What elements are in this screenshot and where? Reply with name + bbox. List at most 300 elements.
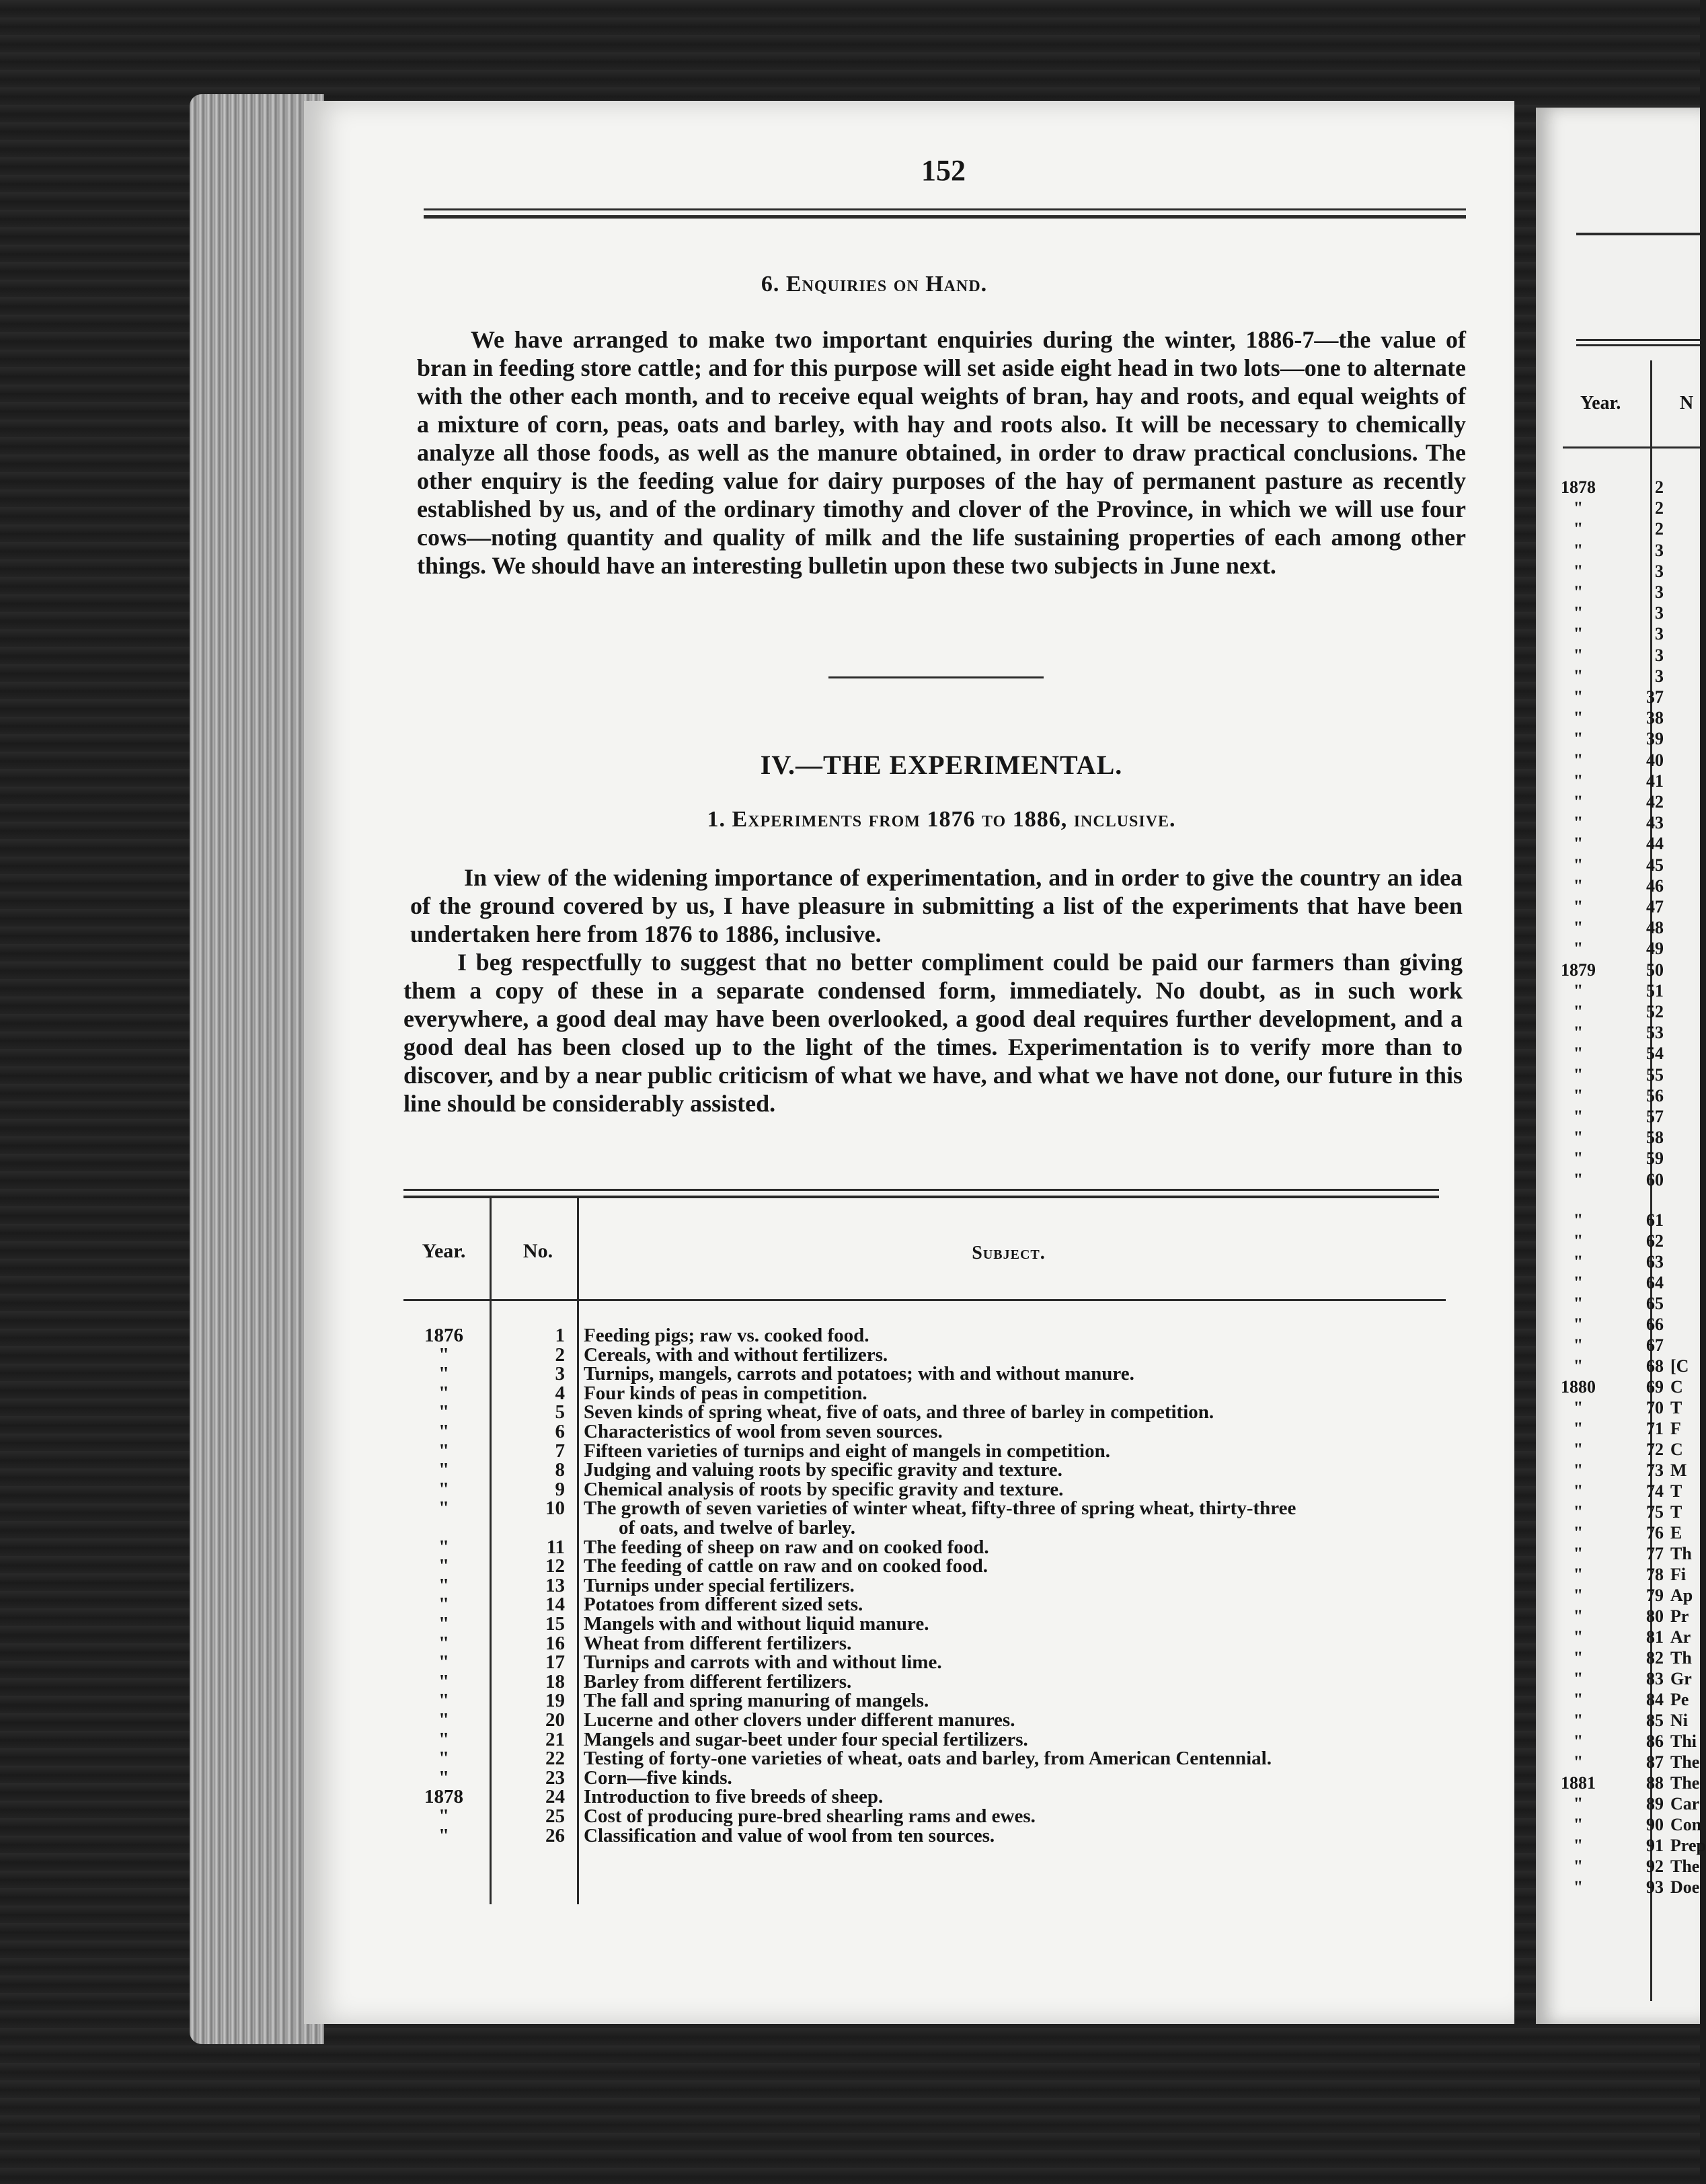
right-row-subject: Fi: [1670, 1565, 1686, 1584]
right-page-row: [1536, 708, 1700, 728]
row-year: 1876: [424, 1325, 463, 1346]
right-row-subject: Prep: [1670, 1836, 1706, 1855]
right-row-year: 1881: [1561, 1773, 1596, 1793]
right-row-subject: Doe: [1670, 1877, 1700, 1897]
right-row-number: 3: [1655, 561, 1664, 581]
right-page-row: [1536, 1210, 1700, 1231]
right-row-number: 43: [1646, 813, 1664, 833]
table-row: [403, 1614, 1466, 1633]
table-row: [403, 1826, 1466, 1845]
right-row-year: ": [1573, 1440, 1584, 1459]
right-row-number: 79: [1646, 1586, 1664, 1605]
table-row: [403, 1442, 1466, 1460]
right-page-row: [1536, 1315, 1700, 1335]
right-row-number: 58: [1646, 1128, 1664, 1148]
right-row-number: 49: [1646, 939, 1664, 959]
row-number: 24: [545, 1786, 565, 1808]
right-row-year: ": [1573, 582, 1584, 602]
right-row-year: ": [1573, 1690, 1584, 1709]
row-year: ": [438, 1421, 450, 1442]
row-subject: The feeding of sheep on raw and on cooked food.: [584, 1536, 989, 1558]
row-year: ": [438, 1497, 450, 1520]
right-row-number: 38: [1646, 708, 1664, 728]
row-number: 15: [545, 1613, 565, 1635]
table-row: [403, 1787, 1466, 1806]
right-page-row: [1536, 1294, 1700, 1314]
right-page-row: [1536, 1065, 1700, 1085]
intro-paragraph-1: In view of the widening importance of experimentation, and in order to give the country an idea of the ground covered by us, I have pleasure in submitting a list of the experiments that have been undertaken here from 1876 to 1886, inclusive.: [410, 864, 1463, 947]
row-number: 10: [545, 1497, 565, 1520]
right-row-year: ": [1573, 1815, 1584, 1834]
row-number: 18: [545, 1670, 565, 1692]
row-subject: Cereals, with and without fertilizers.: [584, 1343, 888, 1366]
row-subject: Classification and value of wool from ten sources.: [584, 1824, 995, 1846]
right-row-year: ": [1573, 1169, 1584, 1190]
right-page-row: [1536, 477, 1700, 498]
right-row-year: ": [1573, 540, 1584, 560]
right-row-number: 89: [1646, 1794, 1664, 1814]
right-row-subject: The: [1670, 1752, 1700, 1772]
right-row-number: 3: [1655, 540, 1664, 560]
table-row: [403, 1343, 1466, 1366]
right-row-number: 48: [1646, 918, 1664, 938]
right-row-year: ": [1573, 771, 1584, 791]
right-page-row: [1536, 813, 1700, 833]
right-row-year: ": [1573, 1586, 1584, 1605]
right-row-year: ": [1573, 603, 1584, 623]
right-page-row: [1536, 1502, 1700, 1522]
row-subject: Four kinds of peas in competition.: [584, 1382, 867, 1404]
right-page-row: [1536, 981, 1700, 1001]
row-year: ": [438, 1555, 450, 1577]
section-heading: 6. Enquiries on Hand.: [761, 272, 988, 297]
right-row-number: 68: [1646, 1356, 1664, 1376]
right-page-row: [1536, 876, 1700, 896]
right-page-row: [1536, 1690, 1700, 1710]
table-row: [403, 1749, 1466, 1768]
right-row-year: ": [1573, 1877, 1584, 1897]
table-row: [403, 1384, 1466, 1403]
right-page-row: [1536, 1044, 1700, 1064]
row-year: ": [438, 1766, 450, 1789]
right-row-number: 44: [1646, 834, 1664, 854]
right-page-row: [1536, 960, 1700, 980]
right-row-number: 86: [1646, 1731, 1664, 1751]
right-page-row: [1536, 1440, 1700, 1460]
right-row-number: 60: [1646, 1169, 1664, 1190]
row-year: ": [438, 1709, 450, 1731]
table-row: [403, 1538, 1466, 1557]
row-number: 5: [555, 1401, 565, 1424]
right-row-subject: The: [1670, 1773, 1700, 1793]
right-row-year: ": [1573, 1252, 1584, 1272]
right-page-row: [1536, 1107, 1700, 1127]
table-row: [403, 1730, 1466, 1749]
right-row-subject: Th: [1670, 1544, 1692, 1563]
right-row-year: ": [1573, 980, 1584, 1001]
right-row-number: 37: [1646, 687, 1664, 707]
table-row: [403, 1422, 1466, 1441]
row-number: 7: [555, 1440, 565, 1462]
row-number: 12: [545, 1555, 565, 1577]
right-row-number: 53: [1646, 1023, 1664, 1043]
right-row-number: 63: [1646, 1252, 1664, 1272]
right-row-number: 41: [1646, 771, 1664, 791]
right-row-year: ": [1573, 498, 1584, 518]
header-rule-top: [424, 208, 1466, 210]
right-page-row: [1536, 729, 1700, 749]
right-row-number: 71: [1646, 1419, 1664, 1438]
row-subject: Corn—five kinds.: [584, 1766, 732, 1789]
row-subject: Turnips under special fertilizers.: [584, 1574, 855, 1596]
right-row-number: 83: [1646, 1669, 1664, 1688]
row-subject: Mangels with and without liquid manure.: [584, 1613, 929, 1635]
right-row-year: ": [1573, 708, 1584, 728]
right-row-number: 2: [1655, 477, 1664, 497]
right-row-number: 82: [1646, 1648, 1664, 1668]
right-page-row: [1536, 918, 1700, 938]
row-year: ": [438, 1401, 450, 1424]
right-row-year: ": [1573, 1648, 1584, 1668]
right-row-year: ": [1573, 813, 1584, 833]
right-row-subject: Gr: [1670, 1669, 1692, 1688]
table-header-no: No.: [522, 1240, 553, 1262]
right-row-number: 3: [1655, 603, 1664, 623]
right-row-year: ": [1573, 1523, 1584, 1543]
table-row: [403, 1807, 1466, 1826]
right-page-row: [1536, 1815, 1700, 1835]
right-page-row: [1536, 541, 1700, 561]
right-row-number: 88: [1646, 1773, 1664, 1793]
right-row-year: ": [1573, 729, 1584, 749]
table-row: [403, 1499, 1466, 1518]
right-page-header-rule: [1563, 446, 1700, 448]
right-row-year: ": [1573, 1606, 1584, 1626]
table-header-year: Year.: [422, 1240, 466, 1262]
right-row-number: 50: [1646, 960, 1664, 980]
right-row-year: ": [1573, 1544, 1584, 1563]
right-row-number: 66: [1646, 1315, 1664, 1334]
right-row-number: 93: [1646, 1877, 1664, 1897]
row-number: 26: [545, 1824, 565, 1846]
right-page-header-no: N: [1680, 393, 1694, 414]
row-year: ": [438, 1459, 450, 1481]
right-page-row: [1536, 834, 1700, 854]
right-row-year: ": [1573, 1502, 1584, 1522]
row-subject: The growth of seven varieties of winter wheat, fifty-three of spring wheat, thirty-three: [584, 1497, 1296, 1520]
right-row-year: ": [1573, 1044, 1584, 1064]
right-page-row: [1536, 1356, 1700, 1376]
row-number: 23: [545, 1766, 565, 1789]
right-row-number: 3: [1655, 624, 1664, 644]
right-row-number: 76: [1646, 1523, 1664, 1543]
table-row: [403, 1326, 1466, 1345]
row-year: ": [438, 1574, 450, 1596]
right-page-row: [1536, 750, 1700, 771]
right-row-year: ": [1573, 1273, 1584, 1292]
right-row-year: ": [1573, 687, 1584, 707]
right-page-row: [1536, 687, 1700, 707]
row-subject: Feeding pigs; raw vs. cooked food.: [584, 1325, 869, 1346]
table-row: [403, 1672, 1466, 1691]
row-year: ": [438, 1478, 450, 1500]
table-row: [403, 1557, 1466, 1575]
row-year: ": [438, 1594, 450, 1616]
row-subject: Barley from different fertilizers.: [584, 1670, 852, 1692]
right-row-year: 1880: [1561, 1377, 1596, 1397]
right-row-number: 78: [1646, 1565, 1664, 1584]
table-row: [403, 1653, 1466, 1672]
right-row-year: ": [1573, 1836, 1584, 1855]
right-page-row: [1536, 1398, 1700, 1418]
right-page-row: [1536, 939, 1700, 959]
right-row-number: 2: [1655, 498, 1664, 518]
right-row-year: ": [1573, 1107, 1584, 1126]
row-year: ": [438, 1690, 450, 1712]
right-page-row: [1536, 1857, 1700, 1877]
right-page-row: [1536, 1606, 1700, 1627]
right-row-subject: Ni: [1670, 1711, 1688, 1730]
right-page-row: [1536, 1273, 1700, 1293]
row-number: 1: [555, 1325, 565, 1346]
right-row-number: 55: [1646, 1064, 1664, 1085]
right-row-year: ": [1573, 1731, 1584, 1751]
right-row-year: ": [1573, 1085, 1584, 1105]
part-heading: IV.—THE EXPERIMENTAL.: [760, 750, 1123, 780]
right-row-year: 1878: [1561, 477, 1596, 497]
row-year: ": [438, 1613, 450, 1635]
right-row-number: 65: [1646, 1294, 1664, 1313]
right-row-number: 62: [1646, 1231, 1664, 1251]
right-row-subject: T: [1670, 1481, 1682, 1501]
right-page-row: [1536, 771, 1700, 791]
row-number: 3: [555, 1363, 565, 1385]
row-subject: Characteristics of wool from seven sources.: [584, 1421, 943, 1442]
right-page-row: [1536, 1419, 1700, 1439]
right-row-subject: [C: [1670, 1356, 1689, 1376]
right-row-year: ": [1573, 750, 1584, 770]
right-page-row: [1536, 1731, 1700, 1752]
row-number: 17: [545, 1651, 565, 1674]
right-row-number: 57: [1646, 1107, 1664, 1126]
right-row-subject: Pe: [1670, 1690, 1689, 1709]
row-number: 9: [555, 1478, 565, 1500]
right-row-number: 90: [1646, 1815, 1664, 1834]
right-row-year: ": [1573, 875, 1584, 896]
right-row-subject: Ar: [1670, 1627, 1691, 1647]
right-page-row: [1536, 1148, 1700, 1169]
row-subject: Judging and valuing roots by specific gravity and texture.: [584, 1459, 1062, 1481]
right-page-row: [1536, 1128, 1700, 1148]
row-year: ": [438, 1805, 450, 1827]
right-row-number: 87: [1646, 1752, 1664, 1772]
right-page-row: [1536, 1002, 1700, 1022]
right-page-row: [1536, 1544, 1700, 1564]
right-page-row: [1536, 1586, 1700, 1606]
right-row-year: ": [1573, 1064, 1584, 1085]
right-row-number: 72: [1646, 1440, 1664, 1459]
table-row: [403, 1401, 1466, 1424]
row-subject: Lucerne and other clovers under different manures.: [584, 1709, 1015, 1731]
right-row-subject: T: [1670, 1502, 1682, 1522]
row-number: 14: [545, 1594, 565, 1616]
right-row-year: ": [1573, 624, 1584, 644]
right-row-year: ": [1573, 1627, 1584, 1647]
table-header-rule: [403, 1299, 1446, 1301]
row-number: 22: [545, 1748, 565, 1770]
row-subject: Chemical analysis of roots by specific gravity and texture.: [584, 1478, 1064, 1500]
right-page-row: [1536, 897, 1700, 917]
right-row-year: ": [1573, 1315, 1584, 1334]
right-row-subject: C: [1670, 1440, 1683, 1459]
right-row-year: ": [1573, 1335, 1584, 1355]
right-row-number: 75: [1646, 1502, 1664, 1522]
row-number: 6: [555, 1421, 565, 1442]
right-row-number: 39: [1646, 729, 1664, 749]
right-page-rule-top: [1576, 233, 1700, 235]
row-year: ": [438, 1651, 450, 1674]
right-row-number: 77: [1646, 1544, 1664, 1563]
row-subject: Cost of producing pure-bred shearling rams and ewes.: [584, 1805, 1036, 1827]
right-page-rule-3: [1576, 344, 1700, 346]
right-page-rule-2: [1576, 339, 1700, 341]
right-row-number: 45: [1646, 855, 1664, 875]
right-row-year: ": [1573, 645, 1584, 665]
right-row-year: ": [1573, 1752, 1584, 1772]
right-page-row: [1536, 1877, 1700, 1898]
right-row-subject: T: [1670, 1398, 1682, 1417]
right-row-subject: F: [1670, 1419, 1681, 1438]
right-row-number: 51: [1646, 980, 1664, 1001]
right-row-year: ": [1573, 1210, 1584, 1230]
right-row-number: 61: [1646, 1210, 1664, 1230]
right-page-row: [1536, 1523, 1700, 1543]
right-row-number: 3: [1655, 645, 1664, 665]
enquiries-paragraph: We have arranged to make two important enquiries during the winter, 1886-7—the value of bran in feeding store cattle; and for this purpose will set aside eight head in two lots—one to alternate with the other each month, and to receive equal weights of bran, hay and roots, and equal weights of a mixture of corn, peas, oats and barley, with hay and roots also. It will be necessary to chemically analyze all those foods, as well as the manure obtained, in order to draw practical conclusions. The other enquiry is the feeding value for dairy purposes of the hay of permanent pasture as recently established by us, and of the ordinary timothy and clover of the Province, in which we will use four cows—noting quantity and quality of milk and the life sustaining properties of each among other things. We should have an interesting bulletin upon these two subjects in June next.: [417, 326, 1466, 579]
row-year: ": [438, 1363, 450, 1385]
right-row-year: ": [1573, 1148, 1584, 1169]
right-page-header-year: Year.: [1580, 393, 1621, 414]
right-row-year: ": [1573, 1794, 1584, 1814]
row-number: 11: [546, 1536, 565, 1558]
right-page-row: [1536, 1669, 1700, 1689]
right-row-year: ": [1573, 1460, 1584, 1480]
row-subject: Fifteen varieties of turnips and eight of mangels in competition.: [584, 1440, 1110, 1462]
right-page-row: [1536, 624, 1700, 644]
right-row-year: ": [1573, 1481, 1584, 1501]
right-row-number: 46: [1646, 875, 1664, 896]
right-page-row: [1536, 1086, 1700, 1106]
row-number: 21: [545, 1728, 565, 1750]
right-page-row: [1536, 1794, 1700, 1814]
right-page-row: [1536, 1252, 1700, 1272]
row-number: 2: [555, 1343, 565, 1366]
header-rule-bottom: [424, 215, 1466, 219]
table-row: [403, 1768, 1466, 1787]
right-row-year: ": [1573, 1565, 1584, 1584]
row-subject: Wheat from different fertilizers.: [584, 1632, 852, 1654]
row-year: ": [438, 1670, 450, 1692]
table-row: [403, 1634, 1466, 1653]
right-row-year: ": [1573, 666, 1584, 686]
right-row-number: 52: [1646, 1002, 1664, 1021]
table-row: [403, 1691, 1466, 1710]
row-year: ": [438, 1536, 450, 1558]
right-row-subject: Thi: [1670, 1731, 1697, 1751]
right-row-year: ": [1573, 834, 1584, 854]
right-row-number: 81: [1646, 1627, 1664, 1647]
right-page-row: [1536, 561, 1700, 582]
right-page-row: [1536, 1460, 1700, 1481]
right-page-row: [1536, 1170, 1700, 1190]
row-subject: The fall and spring manuring of mangels.: [584, 1690, 929, 1712]
row-year: ": [438, 1824, 450, 1846]
section-separator: [828, 676, 1044, 678]
right-page-row: [1536, 519, 1700, 539]
right-page-row: [1536, 1648, 1700, 1668]
right-row-number: 73: [1646, 1460, 1664, 1480]
right-page-row: [1536, 1377, 1700, 1397]
right-row-year: ": [1573, 1711, 1584, 1730]
right-row-subject: Con: [1670, 1815, 1702, 1834]
row-subject: Potatoes from different sized sets.: [584, 1594, 863, 1616]
row-number: 19: [545, 1690, 565, 1712]
row-number: 25: [545, 1805, 565, 1827]
right-row-year: ": [1573, 1023, 1584, 1043]
right-row-year: ": [1573, 1294, 1584, 1313]
right-row-number: 80: [1646, 1606, 1664, 1626]
right-page-row: [1536, 1565, 1700, 1585]
right-row-number: 91: [1646, 1836, 1664, 1855]
right-row-year: ": [1573, 1356, 1584, 1376]
row-subject: Mangels and sugar-beet under four special fertilizers.: [584, 1728, 1028, 1750]
row-year: ": [438, 1728, 450, 1750]
right-row-year: 1879: [1561, 960, 1596, 980]
row-year: ": [438, 1440, 450, 1462]
row-subject: Turnips, mangels, carrots and potatoes; with and without manure.: [584, 1363, 1134, 1385]
right-page-row: [1536, 646, 1700, 666]
page-number: 152: [921, 154, 966, 187]
right-row-number: 3: [1655, 582, 1664, 602]
right-page-row: [1536, 666, 1700, 687]
right-page-row: [1536, 1627, 1700, 1647]
right-row-number: 59: [1646, 1148, 1664, 1169]
right-row-subject: Ap: [1670, 1586, 1693, 1605]
right-page-row: [1536, 582, 1700, 602]
right-row-number: 47: [1646, 897, 1664, 916]
table-rule-top: [403, 1189, 1439, 1191]
right-row-number: 3: [1655, 666, 1664, 686]
row-year: ": [438, 1632, 450, 1654]
right-page-row: [1536, 855, 1700, 875]
right-row-number: 2: [1655, 519, 1664, 539]
row-number: 4: [555, 1382, 565, 1404]
right-row-year: ": [1573, 1128, 1584, 1148]
row-number: 20: [545, 1709, 565, 1731]
right-page-row: [1536, 603, 1700, 623]
right-page-row: [1536, 1335, 1700, 1356]
row-subject: Testing of forty-one varieties of wheat, oats and barley, from American Centennial.: [584, 1748, 1272, 1770]
row-number: 16: [545, 1632, 565, 1654]
right-row-year: ": [1573, 1857, 1584, 1876]
row-year: ": [438, 1382, 450, 1404]
right-row-subject: E: [1670, 1523, 1682, 1543]
right-row-year: ": [1573, 1398, 1584, 1417]
table-row: [403, 1364, 1466, 1383]
right-page-row: [1536, 1023, 1700, 1043]
right-row-year: ": [1573, 918, 1584, 938]
right-row-number: 84: [1646, 1690, 1664, 1709]
